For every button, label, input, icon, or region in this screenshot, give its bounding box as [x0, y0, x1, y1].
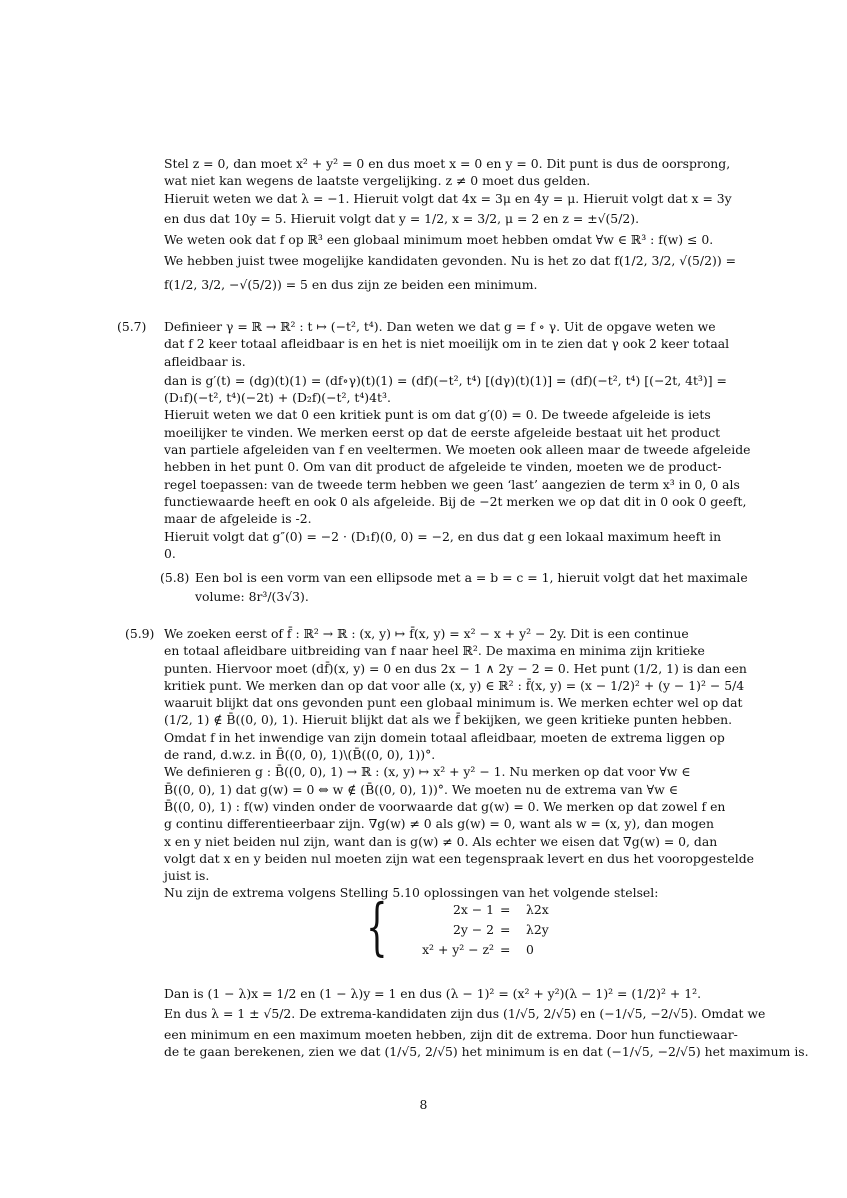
text-line: regel toepassen: van de tweede term hebben we geen ‘last’ aangezien de term x³ in 0, 0 als [164, 476, 740, 492]
text-line: functiewaarde heeft en ook 0 als afgeleide. Bij de −2t merken we op dat dit in 0 ook 0 geeft, [164, 493, 747, 509]
equation-row [388, 942, 598, 962]
equation-lhs: 2x − 1 [452, 902, 494, 917]
text-line: We hebben juist twee mogelijke kandidaten gevonden. Nu is het zo dat f(1/2, 3/2, √(5/2)) = [164, 253, 736, 269]
text-line: g continu differentieerbaar zijn. ∇g(w) ≠ 0 als g(w) = 0, want als w = (x, y), dan mogen [164, 816, 714, 832]
equation-rhs: λ2x [526, 902, 549, 917]
text-line: 0. [164, 545, 176, 561]
text-line: B̄((0, 0), 1) dat g(w) = 0 ⇔ w ∉ (B̄((0, 0), 1))°. We moeten nu de extrema van ∀w ∈ [164, 781, 678, 797]
text-line: en totaal afleidbare uitbreiding van f naar heel ℝ². De maxima en minima zijn kritieke [164, 643, 705, 659]
text-line: (1/2, 1) ∉ B̄((0, 0), 1). Hieruit blijkt dat als we f̄ bekijken, we geen kritieke punten hebben. [164, 712, 733, 728]
text-line: punten. Hiervoor moet (df̄)(x, y) = 0 en dus 2x − 1 ∧ 2y − 2 = 0. Het punt (1/2, 1) is dan een [164, 660, 747, 676]
equation-rhs: 0 [526, 942, 534, 957]
text-line: een minimum en een maximum moeten hebben, zijn dit de extrema. Door hun functiewaar- [164, 1026, 738, 1042]
exercise-label-5-7: (5.7) [117, 319, 147, 334]
text-line: van partiele afgeleiden van f en veeltermen. We moeten ook alleen maar de tweede afgeleide [164, 442, 751, 458]
text-line: Hieruit weten we dat 0 een kritiek punt is om dat g′(0) = 0. De tweede afgeleide is iets [164, 407, 711, 423]
text-line: hebben in het punt 0. Om van dit product de afgeleide te vinden, moeten we de product- [164, 459, 722, 475]
equation-row [388, 902, 598, 922]
text-line: afleidbaar is. [164, 353, 246, 369]
text-line: Omdat f in het inwendige van zijn domein totaal afleidbaar, moeten de extrema liggen op [164, 729, 725, 745]
exercise-label-5-8: (5.8) [160, 570, 190, 585]
exercise-label-5-9: (5.9) [125, 626, 155, 641]
text-line: Definieer γ = ℝ → ℝ² : t ↦ (−t², t⁴). Dan weten we dat g = f ∘ γ. Uit de opgave weten we [164, 319, 716, 334]
text-line: de te gaan berekenen, zien we dat (1/√5, 2/√5) het minimum is en dat (−1/√5, −2/√5) het maximum is. [164, 1043, 809, 1059]
text-line: juist is. [164, 868, 210, 884]
exercise-5-9 [164, 625, 754, 902]
equation-equals: = [500, 922, 511, 937]
equation-equals: = [500, 902, 511, 917]
equation-system [366, 890, 606, 964]
text-line: B̄((0, 0), 1) : f(w) vinden onder de voorwaarde dat g(w) = 0. We merken op dat zowel f en [164, 798, 726, 814]
text-line: (D₁f)(−t², t⁴)(−2t) + (D₂f)(−t², t⁴)4t³. [164, 390, 391, 406]
page-number: 8 [419, 1097, 428, 1112]
text-line: Hieruit weten we dat λ = −1. Hieruit volgt dat 4x = 3μ en 4y = μ. Hieruit volgt dat x = 3y [164, 190, 732, 206]
left-brace-icon: { [366, 890, 388, 963]
text-line: En dus λ = 1 ± √5/2. De extrema-kandidaten zijn dus (1/√5, 2/√5) en (−1/√5, −2/√5). Omdat we [164, 1006, 766, 1022]
text-line: Een bol is een vorm van een ellipsode met a = b = c = 1, hieruit volgt dat het maximale [195, 570, 748, 585]
text-line: en dus dat 10y = 5. Hieruit volgt dat y = 1/2, x = 3/2, μ = 2 en z = ±√(5/2). [164, 210, 640, 226]
text-line: dat f 2 keer totaal afleidbaar is en het is niet moeilijk om in te zien dat γ ook 2 keer totaal [164, 336, 730, 352]
exercise-5-7 [164, 318, 751, 562]
text-line: volgt dat x en y beiden nul moeten zijn wat een tegenspraak levert en dus het vooropgestelde [164, 850, 754, 866]
text-line: x en y niet beiden nul zijn, want dan is g(w) ≠ 0. Als echter we eisen dat ∇g(w) = 0, dan [164, 833, 718, 849]
paragraph-conclusion [164, 985, 809, 1060]
equation-row [388, 922, 598, 942]
text-line: waaruit blijkt dat ons gevonden punt een globaal minimum is. We merken echter wel op dat [164, 695, 743, 711]
text-line: volume: 8r³/(3√3). [195, 589, 309, 605]
text-line: maar de afgeleide is -2. [164, 511, 312, 527]
equation-lhs: x² + y² − z² [422, 942, 494, 957]
text-line: We definieren g : B̄((0, 0), 1) → ℝ : (x, y) ↦ x² + y² − 1. Nu merken op dat voor ∀w ∈ [164, 764, 691, 780]
text-line: f(1/2, 3/2, −√(5/2)) = 5 en dus zijn ze beiden een minimum. [164, 276, 538, 292]
paragraph-top [164, 155, 734, 293]
text-line: wat niet kan wegens de laatste vergelijking. z ≠ 0 moet dus gelden. [164, 173, 591, 189]
text-line: Stel z = 0, dan moet x² + y² = 0 en dus moet x = 0 en y = 0. Dit punt is dus de oorsprong, [164, 156, 731, 171]
text-line: dan is g′(t) = (dg)(t)(1) = (df∘γ)(t)(1) = (df)(−t², t⁴) [(dγ)(t)(1)] = (df)(−t², t⁴) [(−2t, 4t³)] = [164, 372, 727, 388]
text-line: Nu zijn de extrema volgens Stelling 5.10 oplossingen van het volgende stelsel: [164, 885, 659, 901]
text-line: kritiek punt. We merken dan op dat voor alle (x, y) ∈ ℝ² : f̄(x, y) = (x − 1/2)² + (y − 1)² − 5/4 [164, 677, 745, 693]
text-line: de rand, d.w.z. in B̄((0, 0), 1)\(B̄((0, 0), 1))°. [164, 747, 436, 763]
text-line: Hieruit volgt dat g″(0) = −2 · (D₁f)(0, 0) = −2, en dus dat g een lokaal maximum heeft in [164, 528, 722, 544]
equation-rhs: λ2y [526, 922, 549, 937]
text-line: moeilijker te vinden. We merken eerst op dat de eerste afgeleide bestaat uit het product [164, 424, 721, 440]
text-line: Dan is (1 − λ)x = 1/2 en (1 − λ)y = 1 en dus (λ − 1)² = (x² + y²)(λ − 1)² = (1/2)² + 1². [164, 986, 702, 1001]
equation-lhs: 2y − 2 [452, 922, 494, 937]
text-line: We weten ook dat f op ℝ³ een globaal minimum moet hebben omdat ∀w ∈ ℝ³ : f(w) ≤ 0. [164, 232, 714, 248]
exercise-5-8 [195, 569, 748, 606]
text-line: We zoeken eerst of f̄ : ℝ² → ℝ : (x, y) ↦ f̄(x, y) = x² − x + y² − 2y. Dit is een continue [164, 626, 689, 641]
equation-equals: = [500, 942, 511, 957]
